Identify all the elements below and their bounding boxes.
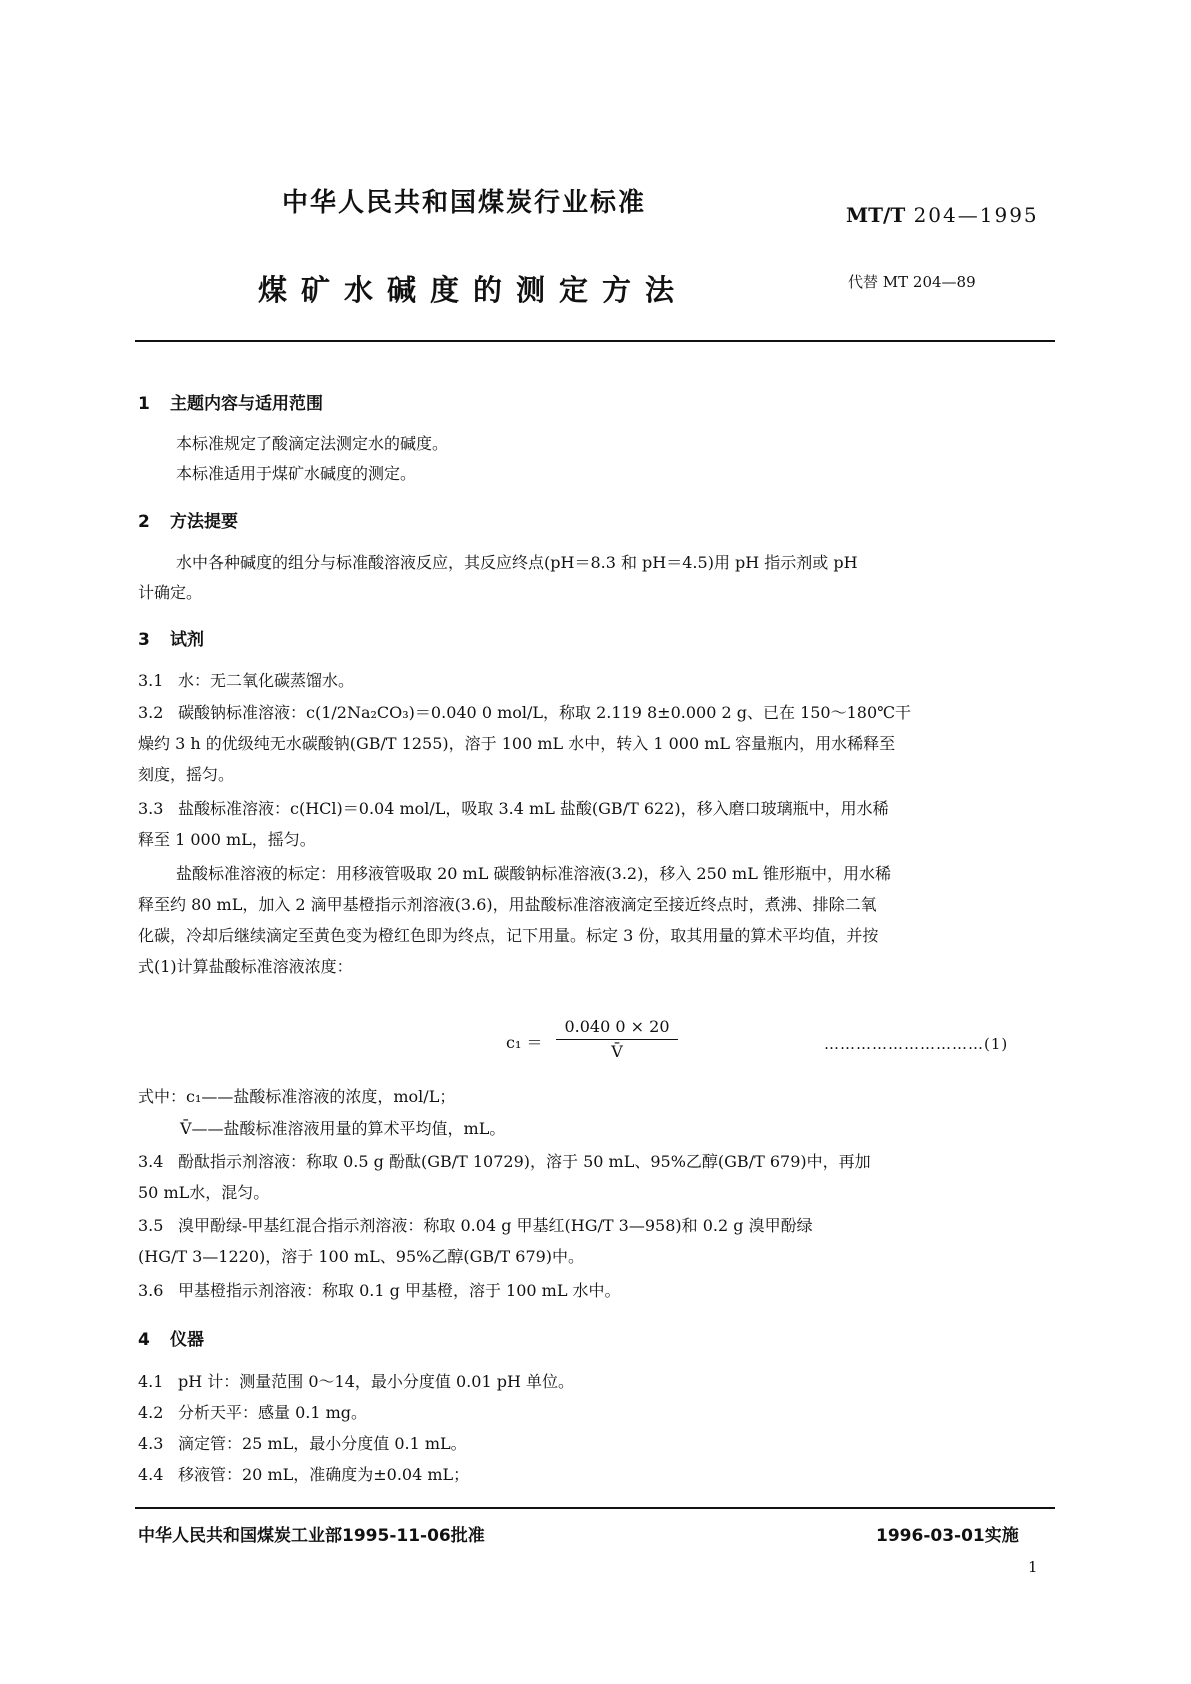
paragraph-line: 水中各种碱度的组分与标准酸溶液反应，其反应终点(pH＝8.3 和 pH＝4.5)用 pH 指示剂或 pH [176, 553, 858, 572]
paragraph-line: (HG/T 3—1220)，溶于 100 mL、95%乙醇(GB/T 679)中。 [138, 1247, 585, 1266]
clause-3-4: 3.4 酚酞指示剂溶液：称取 0.5 g 酚酞(GB/T 10729)，溶于 50 mL、95%乙醇(GB/T 679)中，再加 [138, 1146, 871, 1177]
formula-lhs: c₁ ＝ [506, 1033, 543, 1052]
paragraph-line: 燥约 3 h 的优级纯无水碳酸钠(GB/T 1255)，溶于 100 mL 水中，转入 1 000 mL 容量瓶内，用水稀释至 [138, 734, 896, 753]
clause-number: 3.5 [138, 1216, 164, 1235]
section-heading [138, 1325, 204, 1350]
clause-4-4: 4.4 移液管：20 mL，准确度为±0.04 mL； [138, 1459, 469, 1490]
paragraph-line: 盐酸标准溶液的标定：用移液管吸取 20 mL 碳酸钠标准溶液(3.2)，移入 250 mL 锥形瓶中，用水稀 [176, 864, 891, 883]
section-heading [138, 389, 323, 414]
paragraph-line: 50 mL水，混匀。 [138, 1183, 270, 1202]
paragraph-line: 化碳，冷却后继续滴定至黄色变为橙红色即为终点，记下用量。标定 3 份，取其用量的算术平均值，并按 [138, 926, 879, 945]
paragraph-line: 刻度，摇匀。 [138, 765, 235, 784]
clause-4-1: 4.1 pH 计：测量范围 0～14，最小分度值 0.01 pH 单位。 [138, 1366, 574, 1397]
approval-note: 中华人民共和国煤炭工业部1995-11-06批准 [138, 1526, 485, 1546]
where-line: 式中：c₁——盐酸标准溶液的浓度，mol/L； [138, 1087, 456, 1106]
clause-number: 4.2 [138, 1403, 164, 1422]
section-title: 仪器 [170, 1330, 204, 1350]
clause-number: 4.1 [138, 1372, 164, 1391]
clause-3-2: 3.2 碳酸钠标准溶液：c(1/2Na₂CO₃)＝0.040 0 mol/L，称取 2.119 8±0.000 2 g、已在 150～180℃干 [138, 697, 911, 728]
clause-number: 4.4 [138, 1465, 164, 1484]
code-number: 204—1995 [913, 203, 1039, 227]
clause-3-1: 3.1 水：无二氧化碳蒸馏水。 [138, 665, 354, 696]
footer-divider [135, 1507, 1055, 1509]
paragraph-line: 式(1)计算盐酸标准溶液浓度： [138, 957, 353, 976]
section-title: 主题内容与适用范围 [170, 394, 323, 414]
formula-fraction [556, 1017, 678, 1061]
section-number: 4 [138, 1330, 150, 1350]
fraction-bar [556, 1039, 678, 1040]
clause-number: 3.6 [138, 1281, 164, 1300]
code-prefix: MT/T [846, 203, 906, 227]
clause-3-5: 3.5 溴甲酚绿-甲基红混合指示剂溶液：称取 0.04 g 甲基红(HG/T 3—958)和 0.2 g 溴甲酚绿 [138, 1210, 813, 1241]
paragraph-line: 释至约 80 mL，加入 2 滴甲基橙指示剂溶液(3.6)，用盐酸标准溶液滴定至接近终点时，煮沸、排除二氧 [138, 895, 877, 914]
clause-number: 3.1 [138, 671, 164, 690]
section-number: 1 [138, 394, 150, 414]
section-number: 3 [138, 630, 150, 650]
clause-number: 4.3 [138, 1434, 164, 1453]
standard-name: 中华人民共和国煤炭行业标准 [282, 188, 647, 218]
replaces-note: 代替 MT 204—89 [848, 273, 976, 291]
where-line: V̄——盐酸标准溶液用量的算术平均值，mL。 [180, 1119, 506, 1138]
section-title: 试剂 [170, 630, 204, 650]
formula-numerator: 0.040 0 × 20 [564, 1017, 670, 1036]
document-title: 煤矿水碱度的测定方法 [258, 273, 689, 307]
paragraph-line: 本标准适用于煤矿水碱度的测定。 [176, 464, 417, 483]
equation-number: …………………………(1) [824, 1035, 1009, 1053]
section-number: 2 [138, 512, 150, 532]
section-heading [138, 625, 204, 650]
section-title: 方法提要 [170, 512, 238, 532]
clause-3-6: 3.6 甲基橙指示剂溶液：称取 0.1 g 甲基橙，溶于 100 mL 水中。 [138, 1275, 621, 1306]
header-divider [135, 340, 1055, 342]
clause-number: 3.3 [138, 799, 164, 818]
clause-3-3: 3.3 盐酸标准溶液：c(HCl)＝0.04 mol/L，吸取 3.4 mL 盐酸(GB/T 622)，移入磨口玻璃瓶中，用水稀 [138, 793, 889, 824]
clause-4-3: 4.3 滴定管：25 mL，最小分度值 0.1 mL。 [138, 1428, 467, 1459]
page-number: 1 [1028, 1558, 1038, 1576]
effective-date: 1996-03-01实施 [876, 1526, 1019, 1546]
standard-code [846, 203, 1039, 227]
paragraph-line: 计确定。 [138, 583, 203, 602]
paragraph-line: 本标准规定了酸滴定法测定水的碱度。 [176, 434, 449, 453]
paragraph-line: 释至 1 000 mL，摇匀。 [138, 830, 316, 849]
clause-number: 3.2 [138, 703, 164, 722]
formula-denominator: V̄ [611, 1042, 623, 1061]
clause-number: 3.4 [138, 1152, 164, 1171]
clause-4-2: 4.2 分析天平：感量 0.1 mg。 [138, 1397, 367, 1428]
section-heading [138, 507, 238, 532]
